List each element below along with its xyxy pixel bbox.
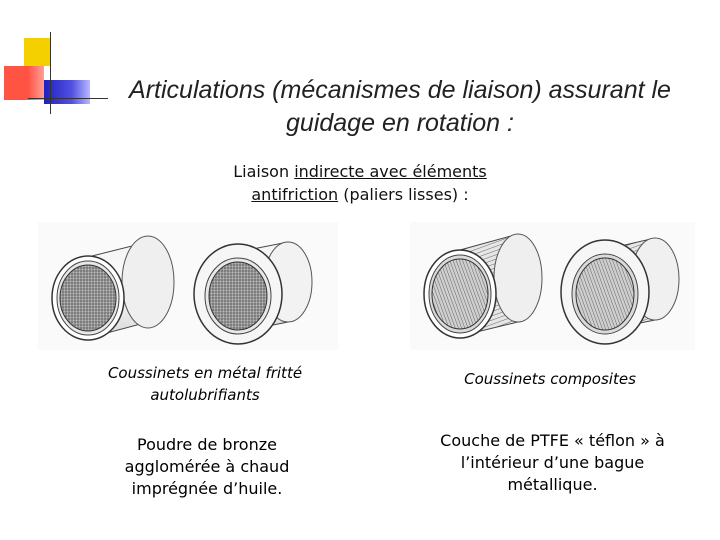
- right-description: [410, 430, 695, 496]
- yellow-square: [24, 38, 50, 66]
- subtitle: [160, 160, 560, 206]
- title-line-2: guidage en rotation :: [286, 109, 514, 137]
- subtitle-underlined-2: antifriction: [251, 185, 339, 204]
- red-square: [4, 66, 44, 100]
- right-desc-line-1: Couche de PTFE « téflon » à: [440, 431, 665, 450]
- page-title: [90, 74, 710, 140]
- composite-bushings-image: [410, 222, 695, 350]
- left-caption-line-1: Coussinets en métal fritté: [107, 364, 303, 382]
- left-desc-line-3: imprégnée d’huile.: [131, 479, 283, 498]
- title-line-1: Articulations (mécanismes de liaison) assurant le: [129, 76, 671, 104]
- right-desc-line-2: l’intérieur d’une bague: [460, 453, 645, 472]
- left-caption-line-2: autolubrifiants: [150, 386, 260, 404]
- subtitle-underlined-1: indirecte avec éléments: [294, 162, 487, 181]
- right-caption: [430, 368, 670, 390]
- vertical-line: [50, 32, 51, 114]
- subtitle-text-2: (paliers lisses) :: [338, 185, 469, 204]
- sintered-bushings-image: [38, 222, 338, 350]
- left-caption: [70, 362, 340, 406]
- left-desc-line-2: agglomérée à chaud: [124, 457, 290, 476]
- right-desc-line-3: métallique.: [507, 475, 598, 494]
- subtitle-text: Liaison: [233, 162, 295, 181]
- left-desc-line-1: Poudre de bronze: [137, 435, 277, 454]
- right-caption-line: Coussinets composites: [464, 370, 636, 388]
- left-description: [72, 434, 342, 500]
- subtitle-line-1: [160, 160, 560, 183]
- subtitle-line-2: [160, 183, 560, 206]
